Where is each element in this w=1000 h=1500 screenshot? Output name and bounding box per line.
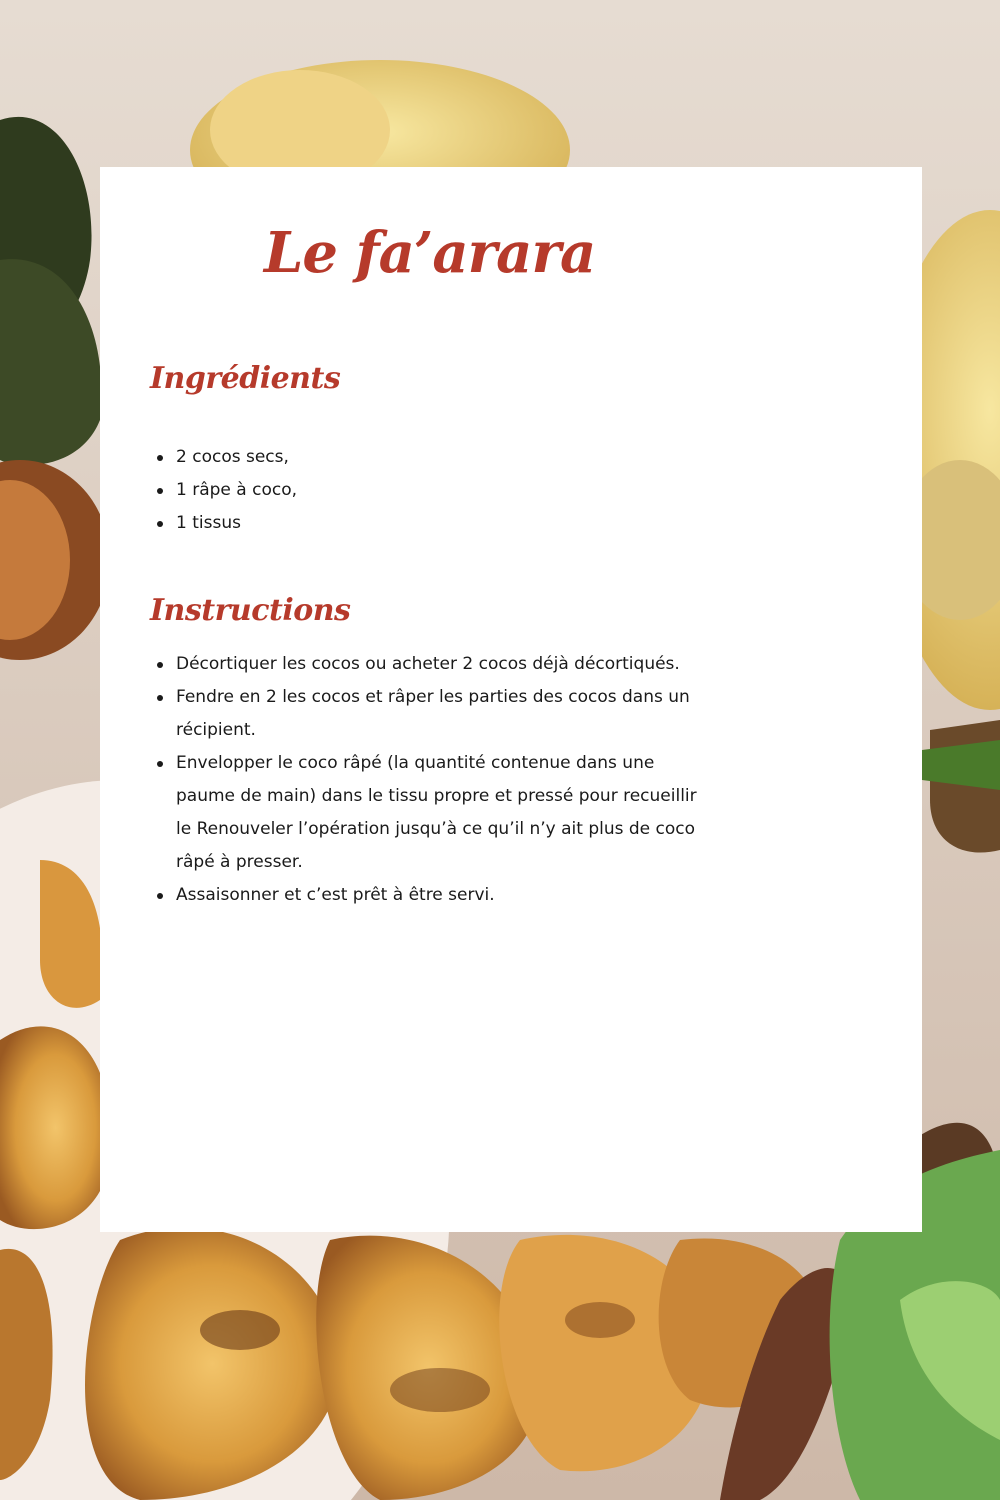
instructions-list [150,648,716,912]
ingredient-item: 1 tissus [176,507,676,540]
instruction-step: Assaisonner et c’est prêt à être servi. [176,879,716,912]
recipe-card [100,167,922,1232]
ingredients-list [150,441,676,540]
instruction-step: Envelopper le coco râpé (la quantité contenue dans une paume de main) dans le tissu propre et pressé pour recueillir le Renouveler l’opération jusqu’à ce qu’il n’y ait plus de coco râpé à presser. [176,747,716,879]
ingredient-item: 1 râpe à coco, [176,474,676,507]
ingredients-heading: Ingrédients [150,361,341,396]
instruction-step: Fendre en 2 les cocos et râper les parties des cocos dans un récipient. [176,681,716,747]
recipe-title: Le fa’arara [264,220,596,286]
instructions-heading: Instructions [150,593,351,628]
ingredient-item: 2 cocos secs, [176,441,676,474]
instruction-step: Décortiquer les cocos ou acheter 2 cocos déjà décortiqués. [176,648,716,681]
